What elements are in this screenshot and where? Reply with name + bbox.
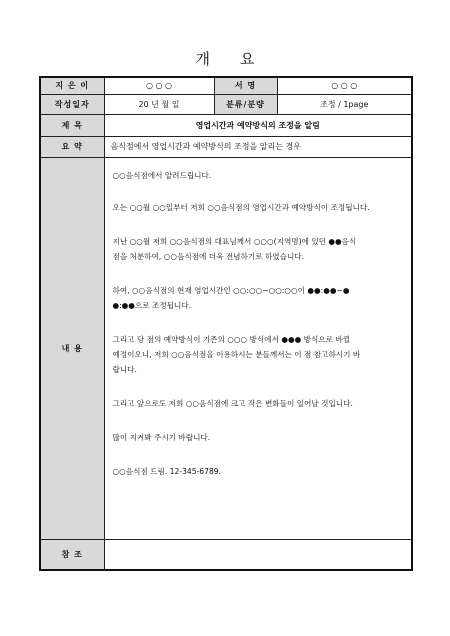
content-label: 내 용 — [40, 157, 104, 539]
content-paragraph: 랍니다. — [112, 364, 137, 374]
content-paragraph: 하여, ○○음식점의 현재 영업시간인 ○○:○○~○○:○○이 ●●:●●~● — [112, 285, 350, 295]
content-paragraph: 그리고 당 점의 예약방식이 기존의 ○○○ 방식에서 ●●● 방식으로 바뀔 — [112, 334, 351, 344]
title-char-2: 요 — [240, 50, 255, 68]
document-title — [0, 48, 450, 69]
author-value[interactable]: ○ ○ ○ — [104, 77, 214, 94]
content-paragraph: ○○음식점에서 알려드립니다. — [112, 170, 212, 180]
content-paragraph: 많이 지켜봐 주시기 바랍니다. — [112, 432, 211, 442]
subject-label: 제 목 — [40, 114, 104, 136]
summary-label: 요 약 — [40, 136, 104, 157]
date-label: 작성일자 — [40, 94, 104, 114]
content-paragraph: 오는 ○○월 ○○일부터 저희 ○○음식점의 영업시간과 예약방식이 조정됩니다. — [112, 202, 370, 212]
reference-label: 참 조 — [40, 539, 104, 570]
category-value[interactable]: 조정 / 1page — [277, 94, 412, 114]
content-paragraph: 지난 ○○월 저희 ○○음식점의 대표님께서 ○○○(지역명)에 있던 ●●음식 — [112, 236, 357, 246]
summary-value[interactable]: 음식점에서 영업시간과 예약방식의 조정을 알리는 경우 — [104, 136, 412, 157]
category-label: 분류/분량 — [214, 94, 277, 114]
subject-value[interactable]: 영업시간과 예약방식의 조정을 알림 — [104, 114, 412, 136]
content-body[interactable] — [104, 157, 412, 539]
author-label: 지 은 이 — [40, 77, 104, 94]
signature-label: 서 명 — [214, 77, 277, 94]
content-paragraph: 그리고 앞으로도 저희 ○○음식점에 크고 작은 변화들이 일어날 것입니다. — [112, 398, 353, 408]
content-paragraph: 예정이오니, 저희 ○○음식점을 이용하시는 분들께서는 이 점 참고하시기 바 — [112, 349, 361, 359]
content-paragraph: 점을 처분하여, ○○음식점에 더욱 전념하기로 하였습니다. — [112, 251, 305, 261]
content-paragraph: ●:●●으로 조정됩니다. — [112, 300, 192, 310]
content-paragraph: ○○음식점 드림. 12-345-6789. — [112, 466, 222, 476]
summary-form-table — [39, 76, 413, 571]
reference-value[interactable] — [104, 539, 412, 570]
signature-value[interactable]: ○ ○ ○ — [277, 77, 412, 94]
title-char-1: 개 — [195, 50, 210, 68]
date-value[interactable]: 20 년 월 일 — [104, 94, 214, 114]
